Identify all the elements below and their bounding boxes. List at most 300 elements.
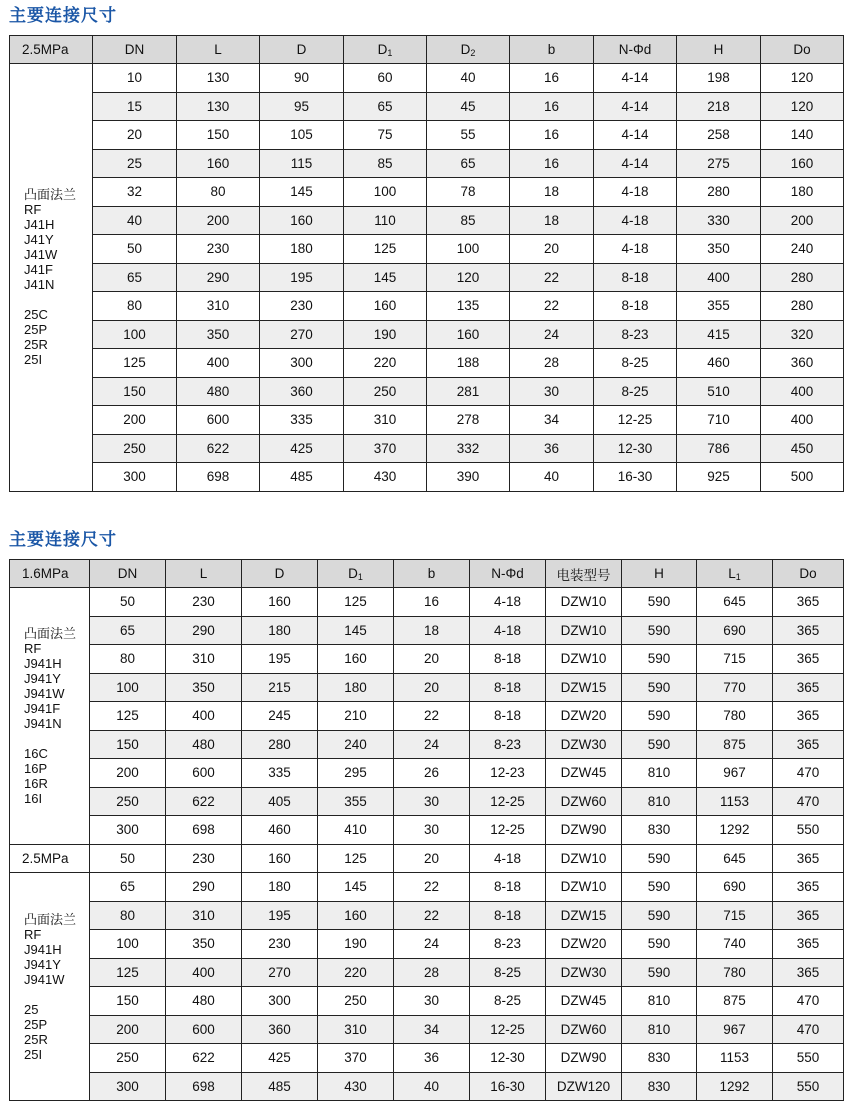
- table-cell: 10: [93, 64, 177, 93]
- table-cell: 600: [166, 1015, 242, 1044]
- table-cell: 16-30: [594, 463, 677, 492]
- table-cell: 470: [773, 1015, 844, 1044]
- table-cell: 20: [93, 121, 177, 150]
- table-cell: 22: [510, 292, 594, 321]
- table-cell: 12-25: [470, 1015, 546, 1044]
- table-cell: 335: [260, 406, 344, 435]
- model-line: J41Y: [24, 232, 54, 248]
- table-cell: 160: [242, 844, 318, 873]
- table-cell: 40: [93, 206, 177, 235]
- table-cell: 370: [318, 1044, 394, 1073]
- table-cell: DZW120: [546, 1072, 622, 1101]
- table-row: [10, 759, 844, 788]
- table-cell: 310: [166, 645, 242, 674]
- table-cell: 65: [427, 149, 510, 178]
- table-cell: 275: [677, 149, 761, 178]
- table-cell: 310: [318, 1015, 394, 1044]
- table-cell: 240: [761, 235, 844, 264]
- column-header-label: D: [377, 42, 388, 57]
- column-header: [427, 36, 510, 64]
- table-cell: 365: [773, 844, 844, 873]
- table-cell: 8-25: [470, 958, 546, 987]
- table-cell: 590: [622, 588, 697, 617]
- model-line: J941H: [24, 941, 62, 957]
- table-row: [10, 816, 844, 845]
- table-cell: DZW15: [546, 901, 622, 930]
- table-cell: 160: [761, 149, 844, 178]
- model-cell: [10, 64, 93, 492]
- column-header-subscript: 1: [387, 48, 393, 58]
- table-cell: 50: [90, 588, 166, 617]
- table-cell: 925: [677, 463, 761, 492]
- column-header: [510, 36, 594, 64]
- column-header-label: D: [274, 566, 285, 581]
- table-cell: 8-18: [470, 645, 546, 674]
- table-cell: 645: [697, 844, 773, 873]
- table-row: [10, 434, 844, 463]
- table-cell: 480: [166, 730, 242, 759]
- table-cell: 220: [318, 958, 394, 987]
- table-cell: 145: [344, 263, 427, 292]
- table-cell: 470: [773, 759, 844, 788]
- table-cell: 780: [697, 958, 773, 987]
- table-cell: 360: [242, 1015, 318, 1044]
- model-line: J941N: [24, 715, 62, 731]
- table-cell: 198: [677, 64, 761, 93]
- table-header-row: [10, 36, 844, 64]
- table-cell: 12-25: [594, 406, 677, 435]
- table-cell: 55: [427, 121, 510, 150]
- table-row: [10, 292, 844, 321]
- table-cell: 400: [677, 263, 761, 292]
- table-cell: DZW30: [546, 730, 622, 759]
- pressure-header: 2.5MPa: [10, 36, 93, 64]
- table-cell: 365: [773, 730, 844, 759]
- table-cell: 365: [773, 873, 844, 902]
- table-cell: 460: [242, 816, 318, 845]
- model-line: J41F: [24, 262, 53, 278]
- table-cell: 590: [622, 702, 697, 731]
- table-cell: 125: [318, 844, 394, 873]
- table-cell: 230: [242, 930, 318, 959]
- table-cell: 100: [90, 673, 166, 702]
- table-cell: 78: [427, 178, 510, 207]
- table-cell: 65: [344, 92, 427, 121]
- column-header: [677, 36, 761, 64]
- table-cell: 690: [697, 616, 773, 645]
- table-cell: 470: [773, 987, 844, 1016]
- table-cell: 967: [697, 1015, 773, 1044]
- table-cell: 365: [773, 930, 844, 959]
- model-line: RF: [24, 640, 42, 656]
- table-cell: 12-30: [470, 1044, 546, 1073]
- table-cell: 200: [90, 1015, 166, 1044]
- table-cell: 365: [773, 901, 844, 930]
- column-header: [344, 36, 427, 64]
- table-cell: 12-25: [470, 816, 546, 845]
- column-header: [697, 560, 773, 588]
- table-cell: 485: [260, 463, 344, 492]
- table-cell: 80: [90, 901, 166, 930]
- table-cell: 280: [677, 178, 761, 207]
- column-header-label: 电装型号: [556, 567, 611, 583]
- table-cell: 332: [427, 434, 510, 463]
- table-cell: 330: [677, 206, 761, 235]
- table-cell: 80: [90, 645, 166, 674]
- table-row: [10, 930, 844, 959]
- table-cell: 110: [344, 206, 427, 235]
- model-line: 25I: [24, 352, 43, 368]
- table-cell: 230: [177, 235, 260, 264]
- table-row: [10, 149, 844, 178]
- table-cell: 4-14: [594, 64, 677, 93]
- table-row: [10, 1072, 844, 1101]
- column-header-label: b: [427, 566, 436, 581]
- table-cell: 230: [166, 844, 242, 873]
- table-cell: 100: [93, 320, 177, 349]
- table-cell: 12-30: [594, 434, 677, 463]
- table-cell: 20: [510, 235, 594, 264]
- table-cell: 100: [90, 930, 166, 959]
- table-cell: 278: [427, 406, 510, 435]
- table-cell: 40: [394, 1072, 470, 1101]
- table-cell: 8-18: [470, 901, 546, 930]
- table-cell: DZW30: [546, 958, 622, 987]
- model-line: J41H: [24, 217, 55, 233]
- model-line: J941H: [24, 655, 62, 671]
- table-cell: 810: [622, 1015, 697, 1044]
- table-cell: 20: [394, 844, 470, 873]
- table-cell: 270: [260, 320, 344, 349]
- table-cell: 290: [177, 263, 260, 292]
- table-cell: 310: [166, 901, 242, 930]
- model-cell: [10, 873, 90, 1101]
- table-row: [10, 349, 844, 378]
- table-cell: 365: [773, 958, 844, 987]
- table-cell: 140: [761, 121, 844, 150]
- model-line: 25R: [24, 337, 48, 353]
- table-cell: 130: [177, 64, 260, 93]
- table-cell: 740: [697, 930, 773, 959]
- table-cell: 590: [622, 616, 697, 645]
- table-cell: 698: [166, 1072, 242, 1101]
- table-cell: 180: [761, 178, 844, 207]
- table-row: [10, 702, 844, 731]
- table-cell: 622: [166, 787, 242, 816]
- table-cell: 145: [318, 873, 394, 902]
- table-cell: 180: [318, 673, 394, 702]
- table-cell: 510: [677, 377, 761, 406]
- table-cell: 8-23: [470, 730, 546, 759]
- table-row: [10, 616, 844, 645]
- table-cell: 30: [394, 987, 470, 1016]
- table-cell: 8-18: [594, 263, 677, 292]
- table-cell: 150: [90, 730, 166, 759]
- table-cell: DZW45: [546, 759, 622, 788]
- table-cell: 125: [90, 702, 166, 731]
- table-cell: 4-18: [594, 206, 677, 235]
- table-cell: 365: [773, 702, 844, 731]
- table-cell: 195: [242, 645, 318, 674]
- table-cell: 85: [427, 206, 510, 235]
- column-header-subscript: 1: [357, 572, 363, 582]
- table-cell: 830: [622, 816, 697, 845]
- table-cell: 30: [394, 787, 470, 816]
- table-cell: 8-18: [470, 673, 546, 702]
- table-cell: 120: [761, 64, 844, 93]
- model-line: 16R: [24, 775, 48, 791]
- table-cell: 80: [93, 292, 177, 321]
- table-cell: 12-23: [470, 759, 546, 788]
- table-cell: 350: [166, 673, 242, 702]
- table-cell: DZW10: [546, 873, 622, 902]
- table-cell: 280: [242, 730, 318, 759]
- table-cell: 20: [394, 673, 470, 702]
- column-header: [93, 36, 177, 64]
- model-line: 16P: [24, 760, 48, 776]
- table-cell: 115: [260, 149, 344, 178]
- table-cell: 8-18: [594, 292, 677, 321]
- table-cell: 295: [318, 759, 394, 788]
- model-line: 凸面法兰: [24, 187, 77, 203]
- table-cell: 20: [394, 645, 470, 674]
- table-cell: 24: [510, 320, 594, 349]
- table-cell: 220: [344, 349, 427, 378]
- model-line: J941W: [24, 971, 65, 987]
- table-row: [10, 1044, 844, 1073]
- column-header-label: L: [199, 566, 208, 581]
- table-cell: 715: [697, 901, 773, 930]
- connection-dimensions-table-1: [9, 35, 844, 492]
- table-cell: 145: [260, 178, 344, 207]
- table-cell: 15: [93, 92, 177, 121]
- table-cell: 125: [318, 588, 394, 617]
- table-cell: 830: [622, 1044, 697, 1073]
- column-header: [318, 560, 394, 588]
- table-header-row: [10, 560, 844, 588]
- column-header: [166, 560, 242, 588]
- table-cell: 4-18: [594, 235, 677, 264]
- table-cell: 32: [93, 178, 177, 207]
- model-line: 16I: [24, 790, 43, 806]
- table-cell: 36: [510, 434, 594, 463]
- table-cell: 250: [90, 1044, 166, 1073]
- table-cell: 281: [427, 377, 510, 406]
- table-row: [10, 958, 844, 987]
- table-cell: 245: [242, 702, 318, 731]
- table-row: [10, 64, 844, 93]
- table-cell: 8-25: [594, 377, 677, 406]
- column-header: [90, 560, 166, 588]
- table-cell: 160: [318, 901, 394, 930]
- table-cell: 180: [242, 616, 318, 645]
- column-header: [242, 560, 318, 588]
- column-header: [773, 560, 844, 588]
- table-cell: 622: [166, 1044, 242, 1073]
- model-line: 16C: [24, 745, 48, 761]
- table-cell: 8-18: [470, 873, 546, 902]
- model-line: 25I: [24, 1046, 43, 1062]
- table-cell: 300: [90, 816, 166, 845]
- table-cell: 480: [177, 377, 260, 406]
- model-line: 25C: [24, 307, 48, 323]
- table-cell: 415: [677, 320, 761, 349]
- table-cell: 290: [166, 873, 242, 902]
- column-header: [761, 36, 844, 64]
- table-cell: 480: [166, 987, 242, 1016]
- table-cell: 875: [697, 987, 773, 1016]
- table-cell: 30: [394, 816, 470, 845]
- column-header-label: Do: [793, 42, 811, 57]
- table-cell: 4-14: [594, 92, 677, 121]
- table-cell: 230: [166, 588, 242, 617]
- model-line: J941Y: [24, 670, 61, 686]
- table-row: [10, 263, 844, 292]
- model-line: J941Y: [24, 956, 61, 972]
- table-cell: 8-23: [594, 320, 677, 349]
- table-cell: 195: [242, 901, 318, 930]
- table-cell: DZW45: [546, 987, 622, 1016]
- table-cell: 1292: [697, 816, 773, 845]
- table-cell: 810: [622, 787, 697, 816]
- table-cell: 1153: [697, 787, 773, 816]
- table-cell: 24: [394, 930, 470, 959]
- table-cell: 698: [177, 463, 260, 492]
- table-cell: 160: [260, 206, 344, 235]
- table-cell: 90: [260, 64, 344, 93]
- table-cell: 590: [622, 730, 697, 759]
- column-header-label: N-Φd: [618, 42, 652, 57]
- table-cell: DZW10: [546, 844, 622, 873]
- table-cell: 622: [177, 434, 260, 463]
- table-cell: 22: [510, 263, 594, 292]
- table-cell: 30: [510, 377, 594, 406]
- table-row: [10, 178, 844, 207]
- table-cell: 4-18: [470, 616, 546, 645]
- table-cell: 16: [510, 149, 594, 178]
- table-cell: 160: [242, 588, 318, 617]
- table-cell: 400: [761, 406, 844, 435]
- column-header: [394, 560, 470, 588]
- table-cell: DZW10: [546, 645, 622, 674]
- table-cell: 310: [177, 292, 260, 321]
- table-cell: 280: [761, 292, 844, 321]
- table-cell: 370: [344, 434, 427, 463]
- table-cell: 160: [427, 320, 510, 349]
- table-cell: 195: [260, 263, 344, 292]
- table-cell: 8-18: [470, 702, 546, 731]
- model-line: J941F: [24, 700, 61, 716]
- table-cell: 120: [761, 92, 844, 121]
- table-cell: 365: [773, 616, 844, 645]
- table-cell: 810: [622, 987, 697, 1016]
- table-cell: 1292: [697, 1072, 773, 1101]
- table-cell: 360: [260, 377, 344, 406]
- table-cell: 250: [90, 787, 166, 816]
- table-cell: 8-25: [594, 349, 677, 378]
- table-row: [10, 377, 844, 406]
- table-cell: DZW20: [546, 702, 622, 731]
- table-cell: 350: [166, 930, 242, 959]
- table-cell: 65: [93, 263, 177, 292]
- table-row: [10, 673, 844, 702]
- table-cell: 365: [773, 588, 844, 617]
- table-cell: 215: [242, 673, 318, 702]
- table-cell: 200: [90, 759, 166, 788]
- table-cell: 590: [622, 930, 697, 959]
- table-cell: 26: [394, 759, 470, 788]
- column-header-label: DN: [117, 566, 138, 581]
- table-cell: 218: [677, 92, 761, 121]
- table-cell: DZW90: [546, 1044, 622, 1073]
- table-cell: 365: [773, 645, 844, 674]
- table-cell: 4-14: [594, 149, 677, 178]
- table-cell: 150: [93, 377, 177, 406]
- table-cell: 1153: [697, 1044, 773, 1073]
- table-cell: 350: [177, 320, 260, 349]
- table-cell: 300: [90, 1072, 166, 1101]
- table-cell: 95: [260, 92, 344, 121]
- table-cell: 28: [394, 958, 470, 987]
- column-header-label: D: [460, 42, 471, 57]
- table-cell: 16: [510, 92, 594, 121]
- table-cell: 698: [166, 816, 242, 845]
- table-cell: 300: [242, 987, 318, 1016]
- table-row: [10, 463, 844, 492]
- table-row: [10, 406, 844, 435]
- table-cell: 135: [427, 292, 510, 321]
- table-cell: 25: [93, 149, 177, 178]
- table-cell: 40: [510, 463, 594, 492]
- table-cell: 22: [394, 873, 470, 902]
- table-cell: 590: [622, 901, 697, 930]
- table-cell: 400: [177, 349, 260, 378]
- table-cell: 4-18: [470, 844, 546, 873]
- table-cell: 210: [318, 702, 394, 731]
- pressure-row: [10, 844, 844, 873]
- table-cell: 200: [177, 206, 260, 235]
- table-cell: 830: [622, 1072, 697, 1101]
- table-cell: 130: [177, 92, 260, 121]
- table-cell: 810: [622, 759, 697, 788]
- table-cell: 310: [344, 406, 427, 435]
- table-row: [10, 206, 844, 235]
- table-cell: 4-18: [594, 178, 677, 207]
- table-cell: 400: [166, 958, 242, 987]
- table-cell: DZW90: [546, 816, 622, 845]
- model-line: 25P: [24, 322, 48, 338]
- table-cell: 430: [318, 1072, 394, 1101]
- table-cell: 40: [427, 64, 510, 93]
- model-line: J41W: [24, 247, 58, 263]
- table-cell: DZW15: [546, 673, 622, 702]
- table-row: [10, 873, 844, 902]
- table-cell: 16: [510, 121, 594, 150]
- table-cell: 188: [427, 349, 510, 378]
- table-cell: 405: [242, 787, 318, 816]
- table-cell: 590: [622, 873, 697, 902]
- table-cell: 160: [344, 292, 427, 321]
- table-cell: 160: [318, 645, 394, 674]
- table-cell: 50: [90, 844, 166, 873]
- table-cell: 350: [677, 235, 761, 264]
- table-cell: 967: [697, 759, 773, 788]
- column-header-label: b: [547, 42, 556, 57]
- table-cell: 390: [427, 463, 510, 492]
- table-cell: 18: [394, 616, 470, 645]
- table-cell: 125: [90, 958, 166, 987]
- table-cell: 18: [510, 206, 594, 235]
